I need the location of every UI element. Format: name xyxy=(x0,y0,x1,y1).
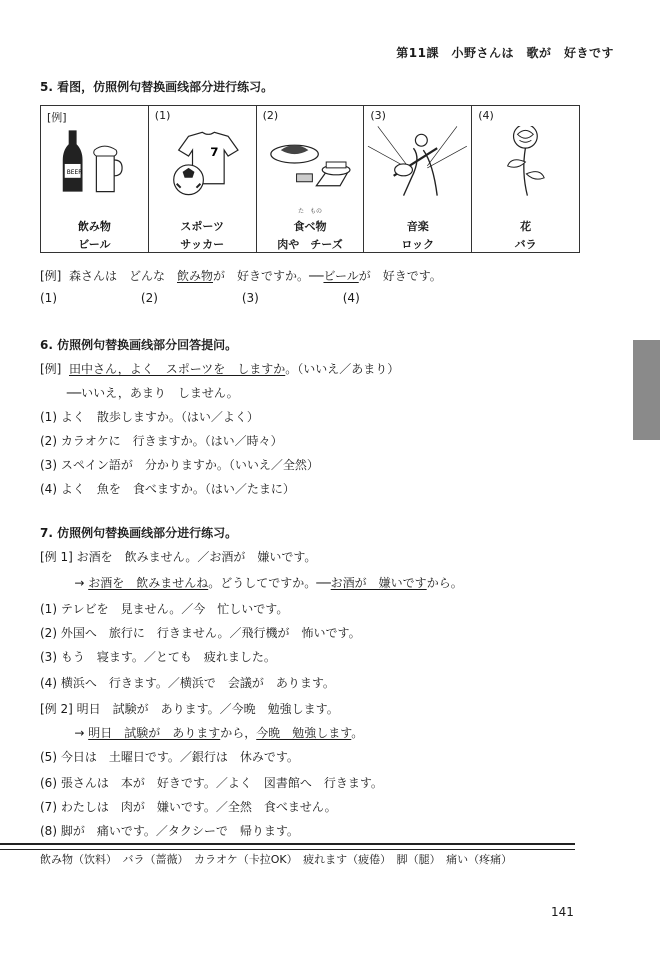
underlined-text: ビール xyxy=(323,269,359,283)
picture-cell-3 xyxy=(364,106,472,252)
picture-cell-1 xyxy=(149,106,257,252)
sec7-item: (2) 外国へ 旅行に 行きません。／飛行機が 怖いです。 xyxy=(40,626,361,640)
underlined-text: 田中さん，よく スポーツを しますか xyxy=(69,362,286,376)
text: → xyxy=(40,576,89,590)
furigana: た もの xyxy=(297,208,322,215)
picture-table xyxy=(40,105,580,253)
sec7-example-1-answer xyxy=(40,574,463,591)
sec6-item: (2) カラオケに 行きますか。（はい／時々） xyxy=(40,434,283,448)
svg-text:BEER: BEER xyxy=(66,168,83,176)
sec7-item: (7) わたしは 肉が 嫌いです。／全然 食べません。 xyxy=(40,800,337,814)
cell-number: (2) xyxy=(262,109,279,122)
underlined-text: お酒を 飲みませんね xyxy=(88,576,209,590)
vocabulary-list: 飲み物（饮料） バラ（蔷薇） カラオケ（卡拉OK） 疲れます（疲倦） 脚（腿） 痛い（疼痛） xyxy=(40,853,513,866)
cell-word-1: 食べ物 xyxy=(293,220,327,233)
cell-word-1: 音楽 xyxy=(406,220,429,233)
sec6-example xyxy=(40,360,399,377)
sec7-example-2-answer xyxy=(40,724,363,741)
sec6-item: (4) よく 魚を 食べますか。（はい／たまに） xyxy=(40,482,295,496)
cell-number: (1) xyxy=(154,109,171,122)
text: → xyxy=(40,726,89,740)
cell-word-2: バラ xyxy=(514,238,537,251)
text: 。（いいえ／あまり） xyxy=(285,362,400,376)
text: [例] xyxy=(40,362,69,376)
text: から。 xyxy=(426,576,463,590)
sec5-blanks: (1) (2) (3) (4) xyxy=(40,291,360,305)
sec7-item: (1) テレビを 見ません。／今 忙しいです。 xyxy=(40,602,289,616)
rose-icon xyxy=(472,126,579,196)
underlined-text: 飲み物 xyxy=(177,269,214,283)
picture-cell-2 xyxy=(257,106,365,252)
cell-word-1: 花 xyxy=(520,220,532,233)
page-header: 第11課 小野さんは 歌が 好きです xyxy=(396,46,614,60)
svg-text:7: 7 xyxy=(210,145,219,160)
text: が 好きですか。── xyxy=(213,269,324,283)
side-tab xyxy=(633,340,660,440)
sec6-example-answer: ──いいえ，あまり しません。 xyxy=(40,386,239,400)
text: が 好きです。 xyxy=(358,269,442,283)
food-icon xyxy=(257,126,364,196)
beer-icon xyxy=(41,126,148,196)
sec6-item: (1) よく 散歩しますか。（はい／よく） xyxy=(40,410,259,424)
sec6-title: 6. 仿照例句替换画线部分回答提问。 xyxy=(40,338,238,352)
underlined-text: お酒が 嫌いです xyxy=(330,576,427,590)
sec7-title: 7. 仿照例句替换画线部分进行练习。 xyxy=(40,526,238,540)
text: 。 xyxy=(351,726,364,740)
vocab-divider xyxy=(0,843,575,850)
text: [例] 森さんは どんな xyxy=(40,269,177,283)
cell-word-2: ビール xyxy=(78,238,111,251)
sec7-item: (8) 脚が 痛いです。／タクシーで 帰ります。 xyxy=(40,824,299,838)
sec7-example-1: [例 1] お酒を 飲みません。／お酒が 嫌いです。 xyxy=(40,550,317,564)
cell-number: (3) xyxy=(370,109,386,122)
cell-word-2: 肉や チーズ xyxy=(277,238,343,251)
underlined-text: 今晩 勉強します xyxy=(256,726,352,740)
sec5-example xyxy=(40,267,442,284)
sec7-item: (3) もう 寝ます。／とても 疲れました。 xyxy=(40,650,276,664)
cell-word-1: スポーツ xyxy=(180,220,224,233)
cell-word-2: ロック xyxy=(401,238,435,251)
text: から， xyxy=(220,726,257,740)
sec7-item: (4) 横浜へ 行きます。／横浜で 会議が あります。 xyxy=(40,676,335,690)
sec5-title: 5. 看图，仿照例句替换画线部分进行练习。 xyxy=(40,80,274,94)
text: 。どうしてですか。── xyxy=(208,576,331,590)
cell-word-1: 飲み物 xyxy=(77,220,111,233)
sec7-item: (6) 張さんは 本が 好きです。／よく 図書館へ 行きます。 xyxy=(40,776,383,790)
sec7-example-2: [例 2] 明日 試験が あります。／今晩 勉強します。 xyxy=(40,702,339,716)
sec7-item: (5) 今日は 土曜日です。／銀行は 休みです。 xyxy=(40,750,299,764)
cell-number: [例] xyxy=(47,111,67,124)
sec6-item: (3) スペイン語が 分かりますか。（いいえ／全然） xyxy=(40,458,319,472)
picture-cell-4 xyxy=(472,106,579,252)
cell-number: (4) xyxy=(478,109,494,122)
underlined-text: 明日 試験が あります xyxy=(88,726,221,740)
page-number: 141 xyxy=(551,905,574,919)
cell-word-2: サッカー xyxy=(180,238,225,251)
picture-cell-example xyxy=(41,106,149,252)
guitarist-icon xyxy=(364,126,471,196)
sports-icon xyxy=(149,126,256,196)
